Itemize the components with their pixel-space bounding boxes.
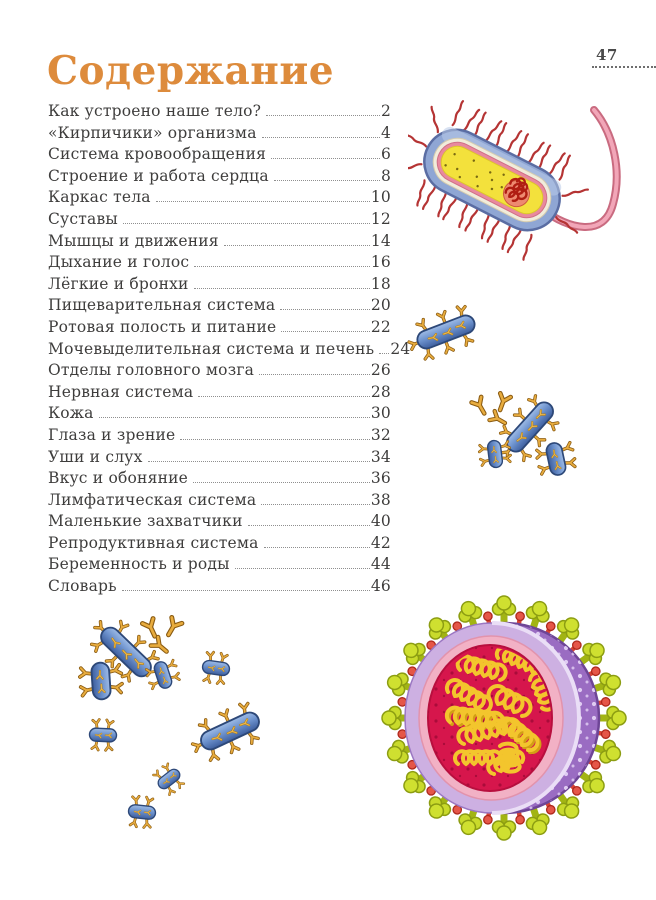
toc-page: 4 — [380, 123, 391, 142]
toc-label: Глаза и зрение — [48, 425, 176, 444]
toc-label: Отделы головного мозга — [48, 361, 255, 380]
toc-page: 14 — [370, 231, 391, 250]
toc-label: Вкус и обоняние — [48, 469, 189, 488]
toc-page: 38 — [370, 490, 391, 509]
toc-page: 36 — [370, 469, 391, 488]
toc-page: 34 — [370, 447, 391, 466]
toc-page: 8 — [380, 166, 391, 185]
toc-page: 32 — [370, 425, 391, 444]
toc-page: 18 — [370, 274, 391, 293]
toc-page: 20 — [370, 296, 391, 315]
toc-label: Лимфатическая система — [48, 490, 257, 509]
toc-page: 26 — [370, 361, 391, 380]
bacteria-cluster-middle-right — [403, 303, 577, 479]
toc-page: 40 — [370, 512, 391, 531]
toc-page: 12 — [370, 209, 391, 228]
toc-label: Система кровообращения — [48, 145, 267, 164]
toc-label: Кожа — [48, 404, 94, 423]
toc-page: 28 — [370, 382, 391, 401]
toc-page: 44 — [370, 555, 391, 574]
toc-label: Лёгкие и бронхи — [48, 274, 189, 293]
page-title: Содержание — [47, 48, 335, 94]
toc-page: 42 — [370, 533, 391, 552]
toc-page: 22 — [370, 317, 391, 336]
bacteria-cluster-bottom-left — [79, 610, 267, 829]
toc-label: «Кирпичики» организма — [48, 123, 257, 142]
toc-label: Строение и работа сердца — [48, 166, 269, 185]
toc-label: Мышцы и движения — [48, 231, 219, 250]
toc-label: Ротовая полость и питание — [48, 317, 277, 336]
toc-label: Каркас тела — [48, 188, 151, 207]
toc-page: 46 — [370, 577, 391, 596]
toc-label: Репродуктивная система — [48, 533, 259, 552]
toc-label: Словарь — [48, 577, 117, 596]
toc-page: 30 — [370, 404, 391, 423]
toc-page: 10 — [370, 188, 391, 207]
toc-label: Суставы — [48, 209, 118, 228]
toc-page: 16 — [370, 253, 391, 272]
toc-page: 2 — [380, 102, 391, 120]
toc-label: Нервная система — [48, 382, 194, 401]
toc-label: Беременность и роды — [48, 555, 230, 574]
toc-label: Мочевыделительная система и печень — [48, 339, 375, 358]
toc-label: Дыхание и голос — [48, 253, 190, 272]
toc-label: Пищеварительная система — [48, 296, 276, 315]
toc-page: 6 — [380, 145, 391, 164]
toc-page: 24 — [390, 339, 411, 358]
page-number: 47 — [596, 46, 618, 64]
toc-label: Уши и слух — [48, 447, 143, 466]
toc-label: Маленькие захватчики — [48, 512, 243, 531]
toc-label: Как устроено наше тело? — [48, 102, 262, 120]
